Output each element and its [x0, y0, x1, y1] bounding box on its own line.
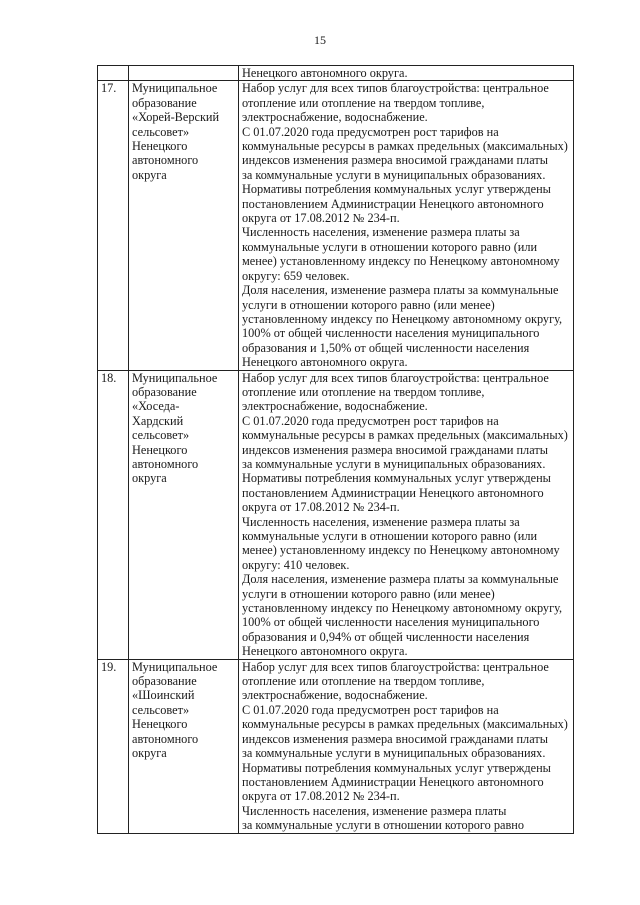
- description-line: отопление или отопление на твердом топливе,: [242, 95, 485, 110]
- municipality-name-line: автономного: [132, 153, 199, 168]
- description-line: округа от 17.08.2012 № 234-п.: [242, 789, 400, 804]
- description-line: постановлением Администрации Ненецкого автономного: [242, 485, 544, 500]
- description-line: Доля населения, изменение размера платы за коммунальные: [242, 572, 559, 587]
- description-line: Ненецкого автономного округа.: [242, 644, 408, 659]
- description-line: коммунальные ресурсы в рамках предельных (максимальных): [242, 428, 568, 443]
- description-line: коммунальные услуги в отношении которого равно (или: [242, 239, 538, 254]
- description-cell: [239, 66, 574, 81]
- municipality-name-line: Ненецкого: [132, 442, 188, 457]
- municipality-name-line: автономного: [132, 456, 199, 471]
- description-line: округа от 17.08.2012 № 234-п.: [242, 211, 400, 226]
- municipality-name-line: Хардский: [132, 413, 184, 428]
- municipality-name-line: округа: [132, 471, 167, 486]
- description-line: 100% от общей численности населения муниципального: [242, 615, 540, 630]
- description-line: индексов изменения размера вносимой гражданами платы: [242, 731, 548, 746]
- municipality-name-line: Муниципальное: [132, 659, 218, 674]
- description-line: Набор услуг для всех типов благоустройства: центральное: [242, 370, 549, 385]
- municipality-name-line: образование: [132, 384, 197, 399]
- row-number: 18.: [98, 370, 129, 659]
- description-cell: [239, 81, 574, 370]
- row-number: 19.: [98, 659, 129, 833]
- description-line: С 01.07.2020 года предусмотрен рост тарифов на: [242, 702, 499, 717]
- table-body: [98, 66, 574, 834]
- description-line: электроснабжение, водоснабжение.: [242, 110, 428, 125]
- description-line: 100% от общей численности населения муниципального: [242, 326, 540, 341]
- municipality-name-line: округа: [132, 746, 167, 761]
- description-line: за коммунальные услуги в муниципальных образованиях.: [242, 456, 546, 471]
- name-cell: [129, 66, 239, 81]
- municipality-name-line: сельсовет»: [132, 124, 190, 139]
- continuation-row: [98, 66, 574, 81]
- municipality-name-line: Ненецкого: [132, 139, 188, 154]
- description-line: отопление или отопление на твердом топливе,: [242, 384, 485, 399]
- description-line: менее) установленному индексу по Ненецкому автономному: [242, 543, 560, 558]
- description-line: постановлением Администрации Ненецкого автономного: [242, 196, 544, 211]
- municipality-name-line: автономного: [132, 731, 199, 746]
- description-line: Доля населения, изменение размера платы за коммунальные: [242, 283, 559, 298]
- description-line: Численность населения, изменение размера платы: [242, 803, 507, 818]
- description-line: электроснабжение, водоснабжение.: [242, 688, 428, 703]
- description-line: коммунальные ресурсы в рамках предельных (максимальных): [242, 717, 568, 732]
- municipality-name-line: Муниципальное: [132, 370, 218, 385]
- description-line: установленному индексу по Ненецкому автономному округу,: [242, 601, 563, 616]
- description-line: отопление или отопление на твердом топливе,: [242, 674, 485, 689]
- number-cell: [98, 66, 129, 81]
- municipality-name-line: сельсовет»: [132, 702, 190, 717]
- services-table: [97, 65, 574, 834]
- municipality-name-line: Ненецкого: [132, 717, 188, 732]
- municipality-name-line: «Хорей-Верский: [132, 110, 220, 125]
- description-line: Ненецкого автономного округа.: [242, 66, 408, 80]
- description-line: С 01.07.2020 года предусмотрен рост тарифов на: [242, 124, 499, 139]
- description-line: округу: 659 человек.: [242, 268, 350, 283]
- municipality-name-line: Муниципальное: [132, 81, 218, 96]
- description-line: образования и 0,94% от общей численности населения: [242, 629, 530, 644]
- description-line: образования и 1,50% от общей численности населения: [242, 340, 530, 355]
- description-line: Ненецкого автономного округа.: [242, 355, 408, 370]
- row-number: 17.: [98, 81, 129, 370]
- description-line: С 01.07.2020 года предусмотрен рост тарифов на: [242, 413, 499, 428]
- municipality-name-cell: [129, 81, 239, 370]
- description-line: Численность населения, изменение размера платы за: [242, 514, 520, 529]
- municipality-name-line: округа: [132, 167, 167, 182]
- description-line: Нормативы потребления коммунальных услуг утверждены: [242, 471, 551, 486]
- description-line: коммунальные ресурсы в рамках предельных (максимальных): [242, 139, 568, 154]
- description-line: постановлением Администрации Ненецкого автономного: [242, 774, 544, 789]
- description-line: округу: 410 человек.: [242, 557, 350, 572]
- table-row: [98, 370, 574, 659]
- description-line: установленному индексу по Ненецкому автономному округу,: [242, 311, 563, 326]
- municipality-name-line: образование: [132, 674, 197, 689]
- description-cell: [239, 370, 574, 659]
- description-line: за коммунальные услуги в муниципальных образованиях.: [242, 167, 546, 182]
- table-row: [98, 659, 574, 833]
- description-line: услуги в отношении которого равно (или менее): [242, 586, 495, 601]
- municipality-name-line: «Шоинский: [132, 688, 195, 703]
- description-line: индексов изменения размера вносимой гражданами платы: [242, 442, 548, 457]
- description-line: коммунальные услуги в отношении которого равно (или: [242, 529, 538, 543]
- description-line: электроснабжение, водоснабжение.: [242, 399, 428, 414]
- description-line: услуги в отношении которого равно (или менее): [242, 297, 495, 312]
- description-line: Нормативы потребления коммунальных услуг утверждены: [242, 182, 551, 197]
- description-cell: [239, 659, 574, 833]
- municipality-name-line: сельсовет»: [132, 428, 190, 443]
- description-line: Набор услуг для всех типов благоустройства: центральное: [242, 659, 549, 674]
- municipality-name-line: «Хоседа-: [132, 399, 180, 414]
- municipality-name-cell: [129, 659, 239, 833]
- description-line: индексов изменения размера вносимой гражданами платы: [242, 153, 548, 168]
- description-line: Численность населения, изменение размера платы за: [242, 225, 520, 240]
- description-line: Нормативы потребления коммунальных услуг утверждены: [242, 760, 551, 775]
- description-line: Набор услуг для всех типов благоустройства: центральное: [242, 81, 549, 96]
- description-line: менее) установленному индексу по Ненецкому автономному: [242, 254, 560, 269]
- page-number: 15: [314, 33, 326, 47]
- municipality-name-cell: [129, 370, 239, 659]
- municipality-name-line: образование: [132, 95, 197, 110]
- table-row: [98, 81, 574, 370]
- description-line: за коммунальные услуги в муниципальных образованиях.: [242, 746, 546, 761]
- description-line: округа от 17.08.2012 № 234-п.: [242, 500, 400, 515]
- description-line: за коммунальные услуги в отношении которого равно: [242, 818, 525, 833]
